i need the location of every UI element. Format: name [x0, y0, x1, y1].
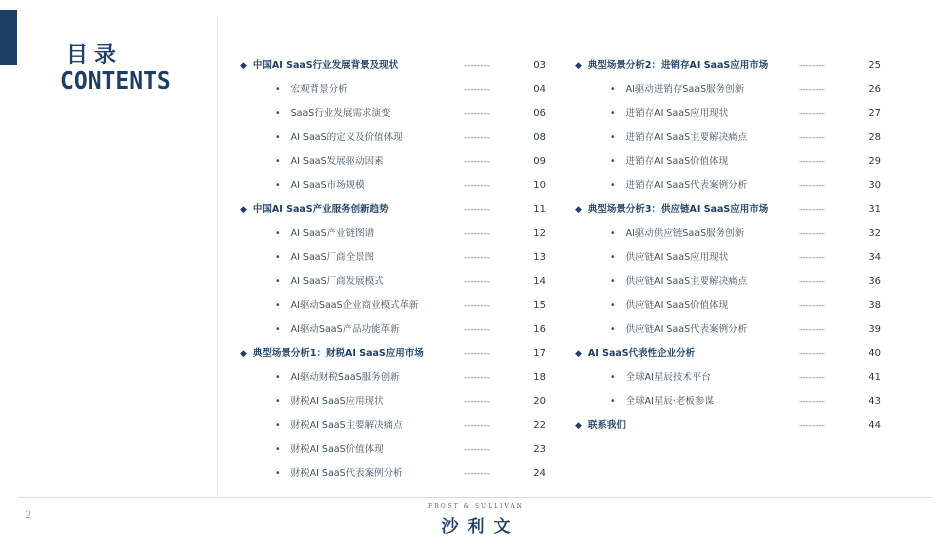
- toc-label: [275, 464, 403, 484]
- toc-label-text: 典型场景分析2：进销存AI SaaS应用市场: [587, 60, 769, 71]
- toc-leader: --------: [799, 421, 825, 431]
- toc-label-text: 中国AI SaaS行业发展背景及现状: [252, 60, 399, 71]
- toc-leader: --------: [464, 85, 490, 95]
- toc-page-number: 20: [533, 396, 546, 407]
- toc-leader: --------: [799, 325, 825, 335]
- dot-bullet-icon: •: [275, 84, 281, 95]
- page-number: 2: [25, 510, 32, 521]
- toc-label: [610, 224, 744, 244]
- dot-bullet-icon: •: [275, 324, 281, 335]
- dot-bullet-icon: •: [275, 276, 281, 287]
- toc-leader: --------: [799, 205, 825, 215]
- diamond-bullet-icon: ◆: [575, 349, 582, 359]
- toc-item[interactable]: [575, 296, 885, 320]
- toc-label: [275, 224, 374, 244]
- toc-page-number: 17: [533, 348, 546, 359]
- dot-bullet-icon: •: [275, 396, 281, 407]
- toc-section[interactable]: [575, 416, 885, 440]
- toc-label-text: AI驱动财税SaaS服务创新: [290, 372, 400, 383]
- toc-item[interactable]: [575, 152, 885, 176]
- toc-page-number: 38: [868, 300, 881, 311]
- toc-item[interactable]: [240, 80, 550, 104]
- dot-bullet-icon: •: [610, 84, 616, 95]
- toc-label: [275, 320, 400, 340]
- toc-leader: --------: [464, 397, 490, 407]
- dot-bullet-icon: •: [275, 468, 281, 479]
- toc-leader: --------: [464, 157, 490, 167]
- toc-page-number: 08: [533, 132, 546, 143]
- toc-leader: --------: [464, 181, 490, 191]
- toc-label: [575, 416, 626, 436]
- diamond-bullet-icon: ◆: [240, 205, 247, 215]
- toc-label-text: AI SaaS发展驱动因素: [290, 156, 384, 167]
- toc-page-number: 23: [533, 444, 546, 455]
- toc-page-number: 11: [533, 204, 546, 215]
- toc-page-number: 16: [533, 324, 546, 335]
- toc-label: [610, 176, 747, 196]
- toc-label: [275, 416, 403, 436]
- toc-item[interactable]: [575, 80, 885, 104]
- dot-bullet-icon: •: [610, 372, 616, 383]
- toc-label-text: 财税AI SaaS价值体现: [290, 444, 384, 455]
- toc-section[interactable]: [575, 56, 885, 80]
- dot-bullet-icon: •: [275, 132, 281, 143]
- accent-bar: [0, 10, 17, 65]
- toc-label: [275, 440, 384, 460]
- toc-page-number: 43: [868, 396, 881, 407]
- toc-item[interactable]: [240, 296, 550, 320]
- toc-label-text: 全球AI星辰技术平台: [625, 372, 711, 383]
- dot-bullet-icon: •: [275, 180, 281, 191]
- toc-item[interactable]: [240, 320, 550, 344]
- toc-page-number: 14: [533, 276, 546, 287]
- toc-label-text: 供应链AI SaaS应用现状: [625, 252, 729, 263]
- toc-label: [275, 296, 419, 316]
- toc-leader: --------: [464, 277, 490, 287]
- toc-leader: --------: [464, 325, 490, 335]
- toc-page-number: 26: [868, 84, 881, 95]
- logo-text-en: FROST & SULLIVAN: [428, 503, 524, 510]
- toc-leader: --------: [464, 469, 490, 479]
- toc-label: [610, 320, 747, 340]
- toc-section[interactable]: [575, 344, 885, 368]
- toc-column-left: [240, 56, 550, 488]
- toc-label-text: 进销存AI SaaS代表案例分析: [625, 180, 748, 191]
- toc-page-number: 09: [533, 156, 546, 167]
- dot-bullet-icon: •: [610, 108, 616, 119]
- toc-label: [275, 248, 374, 268]
- dot-bullet-icon: •: [610, 276, 616, 287]
- toc-item[interactable]: [240, 152, 550, 176]
- dot-bullet-icon: •: [610, 300, 616, 311]
- toc-label: [275, 80, 348, 100]
- toc-label: [610, 392, 714, 412]
- toc-label-text: 供应链AI SaaS主要解决痛点: [625, 276, 748, 287]
- toc-leader: --------: [464, 229, 490, 239]
- toc-page-number: 06: [533, 108, 546, 119]
- dot-bullet-icon: •: [275, 228, 281, 239]
- toc-page-number: 24: [533, 468, 546, 479]
- toc-label-text: AI SaaS代表性企业分析: [587, 348, 696, 359]
- toc-page-number: 22: [533, 420, 546, 431]
- toc-page-number: 36: [868, 276, 881, 287]
- toc-leader: --------: [464, 133, 490, 143]
- dot-bullet-icon: •: [275, 420, 281, 431]
- toc-item[interactable]: [240, 272, 550, 296]
- toc-label: [610, 152, 728, 172]
- toc-label-text: SaaS行业发展需求演变: [290, 108, 391, 119]
- toc-label-text: 财税AI SaaS主要解决痛点: [290, 420, 403, 431]
- toc-label-text: AI SaaS市场规模: [290, 180, 365, 191]
- toc-page-number: 03: [533, 60, 546, 71]
- toc-leader: --------: [799, 133, 825, 143]
- dot-bullet-icon: •: [275, 156, 281, 167]
- toc-item[interactable]: [575, 176, 885, 200]
- toc-item[interactable]: [575, 392, 885, 416]
- toc-label-text: 典型场景分析1：财税AI SaaS应用市场: [252, 348, 424, 359]
- toc-label-text: AI驱动SaaS企业商业模式革新: [290, 300, 419, 311]
- dot-bullet-icon: •: [610, 396, 616, 407]
- toc-leader: --------: [799, 253, 825, 263]
- toc-label: [575, 344, 695, 364]
- toc-label-text: AI驱动进销存SaaS服务创新: [625, 84, 745, 95]
- dot-bullet-icon: •: [275, 444, 281, 455]
- toc-item[interactable]: [575, 104, 885, 128]
- toc-label: [240, 56, 398, 76]
- toc-page-number: 25: [868, 60, 881, 71]
- toc-leader: --------: [464, 445, 490, 455]
- diamond-bullet-icon: ◆: [575, 61, 582, 71]
- toc-label-text: 典型场景分析3：供应链AI SaaS应用市场: [587, 204, 769, 215]
- toc-label: [240, 344, 424, 364]
- toc-leader: --------: [799, 181, 825, 191]
- toc-page-number: 32: [868, 228, 881, 239]
- divider-vertical: [217, 18, 218, 496]
- toc-item[interactable]: [575, 248, 885, 272]
- toc-label-text: 中国AI SaaS产业服务创新趋势: [252, 204, 389, 215]
- footer-divider: [18, 497, 932, 498]
- toc-section[interactable]: [240, 200, 550, 224]
- toc-item[interactable]: [575, 272, 885, 296]
- toc-page-number: 41: [868, 372, 881, 383]
- toc-leader: --------: [799, 61, 825, 71]
- toc-label: [275, 392, 384, 412]
- toc-label: [275, 152, 384, 172]
- toc-label: [610, 368, 711, 388]
- toc-page-number: 15: [533, 300, 546, 311]
- dot-bullet-icon: •: [610, 156, 616, 167]
- toc-label: [610, 80, 744, 100]
- toc-item[interactable]: [240, 104, 550, 128]
- toc-item[interactable]: [575, 128, 885, 152]
- toc-section[interactable]: [575, 200, 885, 224]
- toc-label: [610, 296, 728, 316]
- toc-label: [610, 104, 728, 124]
- toc-label: [610, 272, 747, 292]
- toc-label-text: 进销存AI SaaS价值体现: [625, 156, 729, 167]
- toc-leader: --------: [799, 85, 825, 95]
- toc-leader: --------: [464, 349, 490, 359]
- dot-bullet-icon: •: [275, 108, 281, 119]
- toc-leader: --------: [799, 397, 825, 407]
- toc-page-number: 40: [868, 348, 881, 359]
- toc-label: [275, 128, 403, 148]
- toc-leader: --------: [464, 61, 490, 71]
- diamond-bullet-icon: ◆: [240, 349, 247, 359]
- toc-page-number: 10: [533, 180, 546, 191]
- toc-label-text: 联系我们: [587, 420, 626, 431]
- toc-label-text: AI SaaS产业链图谱: [290, 228, 375, 239]
- toc-item[interactable]: [575, 224, 885, 248]
- dot-bullet-icon: •: [610, 252, 616, 263]
- toc-item[interactable]: [240, 392, 550, 416]
- toc-label-text: 进销存AI SaaS应用现状: [625, 108, 729, 119]
- toc-page-number: 28: [868, 132, 881, 143]
- frost-sullivan-logo: [424, 503, 528, 537]
- toc-label: [275, 368, 400, 388]
- dot-bullet-icon: •: [610, 132, 616, 143]
- toc-item[interactable]: [240, 440, 550, 464]
- toc-leader: --------: [799, 157, 825, 167]
- toc-label-text: AI SaaS厂商全景图: [290, 252, 375, 263]
- toc-item[interactable]: [240, 128, 550, 152]
- toc-leader: --------: [464, 205, 490, 215]
- toc-label: [275, 176, 365, 196]
- toc-label-text: 宏观背景分析: [290, 84, 348, 95]
- diamond-bullet-icon: ◆: [240, 61, 247, 71]
- toc-leader: --------: [464, 421, 490, 431]
- page-title-en: CONTENTS: [60, 66, 171, 95]
- toc-leader: --------: [464, 109, 490, 119]
- toc-leader: --------: [799, 301, 825, 311]
- toc-label-text: 财税AI SaaS应用现状: [290, 396, 384, 407]
- toc-label: [275, 272, 384, 292]
- toc-label: [575, 200, 768, 220]
- toc-page-number: 30: [868, 180, 881, 191]
- toc-label-text: 财税AI SaaS代表案例分析: [290, 468, 403, 479]
- toc-page-number: 27: [868, 108, 881, 119]
- toc-column-right: [575, 56, 885, 440]
- toc-item[interactable]: [240, 224, 550, 248]
- toc-leader: --------: [799, 373, 825, 383]
- logo-text-cn: 沙利文: [441, 517, 520, 537]
- toc-section[interactable]: [240, 344, 550, 368]
- toc-section[interactable]: [240, 56, 550, 80]
- toc-page-number: 29: [868, 156, 881, 167]
- dot-bullet-icon: •: [610, 180, 616, 191]
- dot-bullet-icon: •: [610, 228, 616, 239]
- dot-bullet-icon: •: [610, 324, 616, 335]
- toc-page-number: 31: [868, 204, 881, 215]
- toc-label: [575, 56, 768, 76]
- dot-bullet-icon: •: [275, 372, 281, 383]
- toc-leader: --------: [799, 349, 825, 359]
- toc-item[interactable]: [575, 320, 885, 344]
- toc-label: [610, 248, 728, 268]
- toc-label-text: AI驱动供应链SaaS服务创新: [625, 228, 745, 239]
- dot-bullet-icon: •: [275, 252, 281, 263]
- toc-item[interactable]: [575, 368, 885, 392]
- toc-leader: --------: [799, 277, 825, 287]
- toc-label-text: 全球AI星辰·老板参谋: [625, 396, 714, 407]
- page-title-cn: 目录: [66, 43, 123, 68]
- diamond-bullet-icon: ◆: [575, 421, 582, 431]
- toc-item[interactable]: [240, 464, 550, 488]
- toc-page-number: 18: [533, 372, 546, 383]
- toc-item[interactable]: [240, 248, 550, 272]
- toc-label: [275, 104, 390, 124]
- toc-page-number: 39: [868, 324, 881, 335]
- dot-bullet-icon: •: [275, 300, 281, 311]
- toc-leader: --------: [799, 109, 825, 119]
- toc-page-number: 04: [533, 84, 546, 95]
- toc-label-text: 供应链AI SaaS代表案例分析: [625, 324, 748, 335]
- toc-page-number: 13: [533, 252, 546, 263]
- toc-leader: --------: [464, 301, 490, 311]
- toc-page-number: 34: [868, 252, 881, 263]
- toc-label: [240, 200, 389, 220]
- toc-leader: --------: [464, 253, 490, 263]
- toc-item[interactable]: [240, 368, 550, 392]
- toc-label-text: 进销存AI SaaS主要解决痛点: [625, 132, 748, 143]
- toc-label-text: AI驱动SaaS产品功能革新: [290, 324, 400, 335]
- toc-label-text: AI SaaS的定义及价值体现: [290, 132, 403, 143]
- toc-label-text: 供应链AI SaaS价值体现: [625, 300, 729, 311]
- toc-leader: --------: [464, 373, 490, 383]
- toc-label-text: AI SaaS厂商发展模式: [290, 276, 384, 287]
- toc-page-number: 12: [533, 228, 546, 239]
- diamond-bullet-icon: ◆: [575, 205, 582, 215]
- toc-item[interactable]: [240, 176, 550, 200]
- toc-item[interactable]: [240, 416, 550, 440]
- toc-leader: --------: [799, 229, 825, 239]
- toc-label: [610, 128, 747, 148]
- toc-page-number: 44: [868, 420, 881, 431]
